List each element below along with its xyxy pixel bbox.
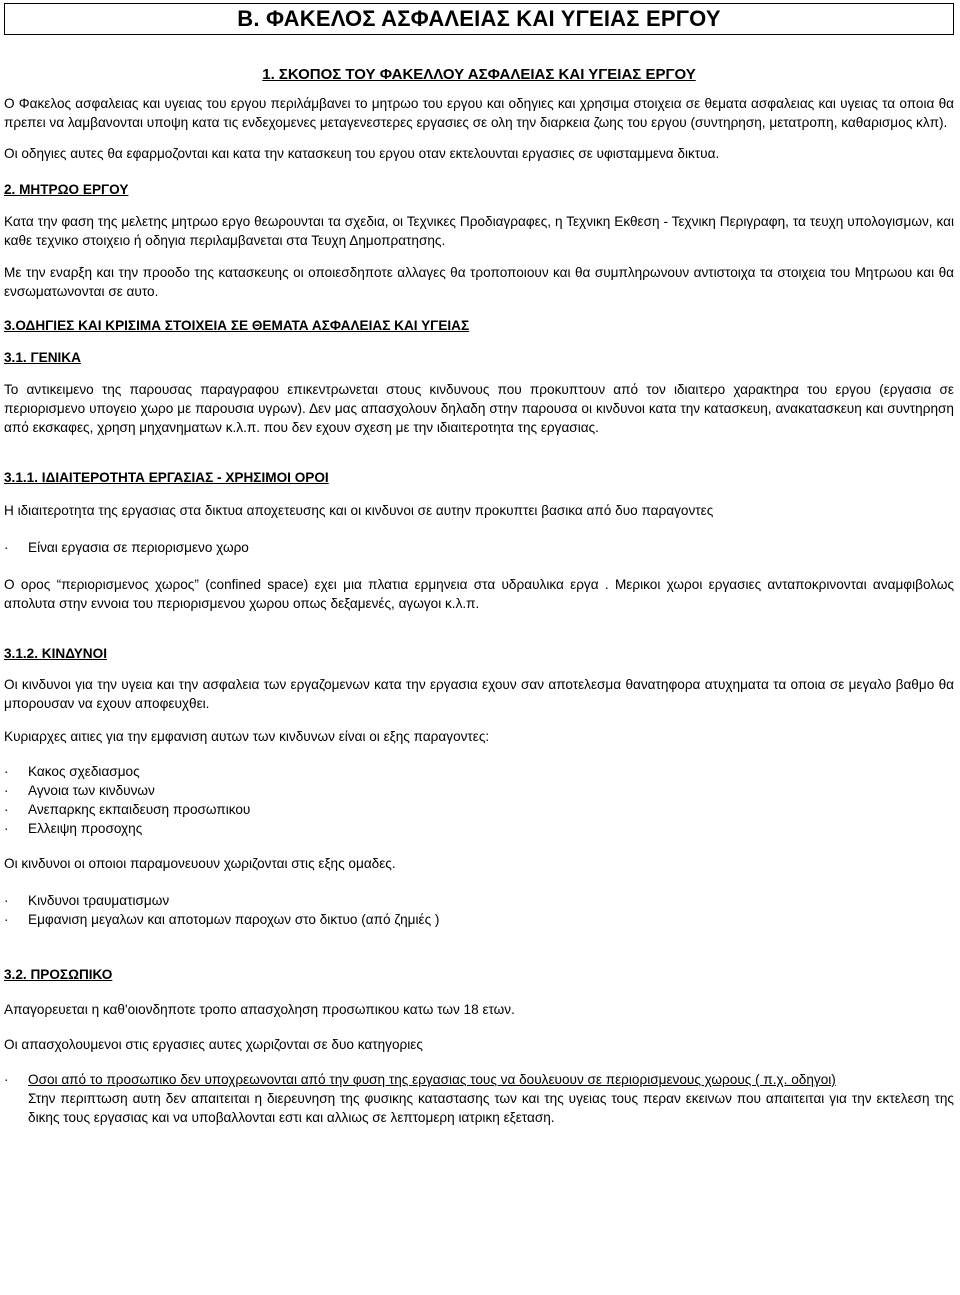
category-1-title: Οσοι από το προσωπικο δεν υποχρεωνονται από την φυση της εργασιας τους να δουλευουν σε περιορισμενους χωρους ( π.χ. οδηγοι) bbox=[28, 1072, 836, 1087]
document-title: B. ΦΑΚΕΛΟΣ ΑΣΦΑΛΕΙΑΣ ΚΑΙ ΥΓΕΙΑΣ ΕΡΓΟΥ bbox=[237, 6, 721, 31]
list-item: · Κινδυνοι τραυματισμων bbox=[4, 891, 954, 910]
section-3-1-1-bullet: · Είναι εργασια σε περιορισμενο χωρο bbox=[4, 538, 954, 557]
section-3-1-heading: 3.1. ΓΕΝΙΚΑ bbox=[4, 350, 81, 365]
section-2-paragraph-1: Κατα την φαση της μελετης μητρωο εργο θεωρουνται τα σχεδια, οι Τεχνικες Προδιαγραφες, η Τεχνικη Εκθεση - Τεχνικη Περιγραφη, τα τευχη υπολογισμων, και καθε τεχνικο στοιχειο ή οδηγια περιλαμβανεται στα Τευχη Δημοπρατησης. bbox=[4, 214, 954, 248]
section-2-paragraph-2: Με την εναρξη και την προοδο της κατασκευης οι οποιεσδηποτε αλλαγες θα τροποποιουν και θα συμπληρωνουν αντιστοιχα τα στοιχεια του Μητρωου και θα ενσωματωνονται σε αυτο. bbox=[4, 265, 954, 299]
groups-list bbox=[4, 891, 954, 929]
causes-list bbox=[4, 762, 954, 838]
list-item: · Ανεπαρκης εκπαιδευση προσωπικου bbox=[4, 800, 954, 819]
section-3-1-1-paragraph-2: Ο ορος “περιορισμενος χωρος” (confined space) εχει μια πλατια ερμηνεια στα υδραυλικα εργα . Μερικοι χωροι εργασιες ανταποκρινονται αναμφιβολως απολυτα στην εννοια του περιορισμενου χωρου οπως δεξαμενές, αγωγοι κ.λ.π. bbox=[4, 577, 954, 611]
section-3-1-1-paragraph-1: Η ιδιαιτεροτητα της εργασιας στα δικτυα αποχετευσης και οι κινδυνοι σε αυτην προκυπτει βασικα από δυο παραγοντες bbox=[4, 503, 714, 518]
category-1-item bbox=[4, 1070, 954, 1127]
section-1-paragraph-1: Ο Φακελος ασφαλειας και υγειας του εργου περιλάμβανει το μητρωο του εργου και οδηγιες και χρησιμα στοιχεια σε θεματα ασφαλειας και υγειας τα οποια θα πρεπει να λαμβανονται υποψη κατα τις ενδεχομενες μεταγενεστερες εργασιες σε ολη την διαρκεια ζωης του εργου (συντηρηση, μετατροπη, καθαρισμος κλπ). bbox=[4, 96, 954, 130]
section-1-paragraph-2: Οι οδηγιες αυτες θα εφαρμοζονται και κατα την κατασκευη του εργου οταν εκτελουνται εργασιες σε υφισταμμενα δικτυα. bbox=[4, 146, 720, 161]
section-3-2-paragraph-2: Οι απασχολουμενοι στις εργασιες αυτες χωριζονται σε δυο κατηγοριες bbox=[4, 1037, 423, 1052]
document-body bbox=[4, 65, 954, 1127]
section-3-1-paragraph: Το αντικειμενο της παρουσας παραγραφου επικεντρωνεται στους κινδυνους που προκυπτουν από τον ιδιαιτερο χαρακτηρα του εργου (εργασια σε περιορισμενο υπογειο χωρο με παρουσια υγρων). Δεν μας απασχολουν δηλαδη στην παρουσα οι κινδυνοι κατα την κατασκευη, ανακατασκευη και συντηρηση από εκσκαφες, χρηση μηχανηματων κ.λ.π. που δεν εχουν σχεση με την ιδιαιτεροτητα της εργασιας. bbox=[4, 382, 954, 435]
document-title-box bbox=[4, 3, 954, 35]
section-3-1-2-paragraph-1: Οι κινδυνοι για την υγεια και την ασφαλεια των εργαζομενων κατα την εργασια εχουν σαν αποτελεσμα θανατηφορα ατυχηματα τα οποια σε μεγαλο βαθμο θα μπορουσαν να εχουν αποφευχθει. bbox=[4, 677, 954, 711]
section-1-heading: 1. ΣΚΟΠΟΣ ΤΟΥ ΦΑΚΕΛΛΟΥ ΑΣΦΑΛΕΙΑΣ ΚΑΙ ΥΓΕΙΑΣ ΕΡΓΟΥ bbox=[262, 66, 696, 83]
section-3-heading: 3.ΟΔΗΓΙΕΣ ΚΑΙ ΚΡΙΣΙΜΑ ΣΤΟΙΧΕΙΑ ΣΕ ΘΕΜΑΤΑ ΑΣΦΑΛΕΙΑΣ ΚΑΙ ΥΓΕΙΑΣ bbox=[4, 318, 470, 333]
category-1-text: Στην περιπτωση αυτη δεν απαιτειται η διερευνηση της φυσικης καταστασης των και της υγειας τους περαν εκεινων που απαιτειται για την εκτελεση της δικης τους εργασιας και να υποβαλλονται εστι και αλλιως σε λεπτομερη ιατρικη εξεταση. bbox=[28, 1091, 954, 1125]
list-item: · Αγνοια των κινδυνων bbox=[4, 781, 954, 800]
section-3-2-heading: 3.2. ΠΡΟΣΩΠΙΚΟ bbox=[4, 967, 113, 982]
section-3-1-2-paragraph-3: Οι κινδυνοι οι οποιοι παραμονευουν χωριζονται στις εξης ομαδες. bbox=[4, 856, 396, 871]
section-3-1-2-paragraph-2: Κυριαρχες αιτιες για την εμφανιση αυτων των κινδυνων είναι οι εξης παραγοντες: bbox=[4, 729, 490, 744]
section-3-1-2-heading: 3.1.2. ΚΙΝΔΥΝΟΙ bbox=[4, 646, 107, 661]
section-3-2-paragraph-1: Απαγορευεται η καθ'οιονδηποτε τροπο απασχοληση προσωπικου κατω των 18 ετων. bbox=[4, 1002, 515, 1017]
section-2-heading: 2. ΜΗΤΡΩΟ ΕΡΓΟΥ bbox=[4, 182, 129, 197]
section-3-1-1-heading: 3.1.1. ΙΔΙΑΙΤΕΡΟΤΗΤΑ ΕΡΓΑΣΙΑΣ - ΧΡΗΣΙΜΟΙ ΟΡΟΙ bbox=[4, 470, 329, 485]
list-item: · Εμφανιση μεγαλων και αποτομων παροχων στο δικτυο (από ζημιές ) bbox=[4, 910, 954, 929]
list-item: · Κακος σχεδιασμος bbox=[4, 762, 954, 781]
list-item: · Ελλειψη προσοχης bbox=[4, 819, 954, 838]
